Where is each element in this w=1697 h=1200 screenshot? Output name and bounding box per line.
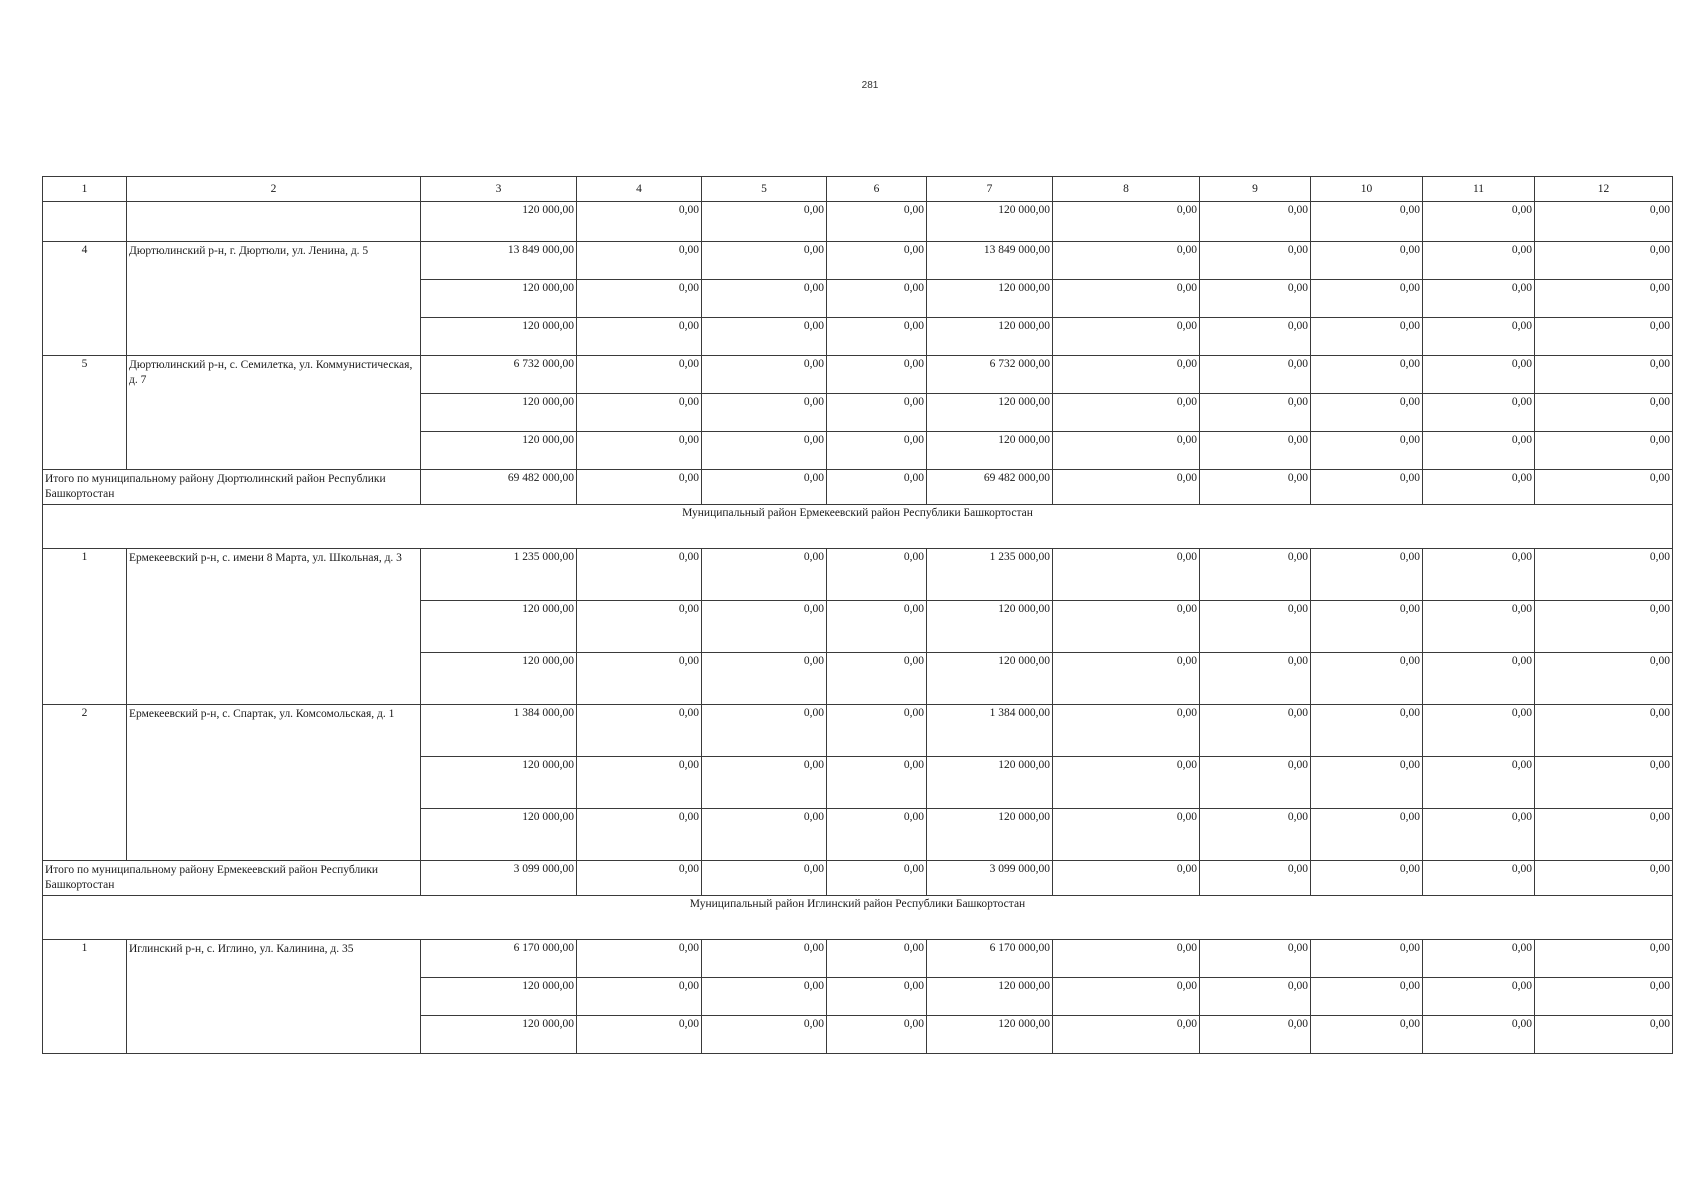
header-row [43, 177, 1673, 202]
value-cell-col-12: 0,00 [1535, 356, 1673, 394]
total-label: Итого по муниципальному району Дюртюлинский район Республики Башкортостан [43, 470, 421, 505]
value-cell-col-8: 0,00 [1053, 601, 1200, 653]
value-cell-col-4: 0,00 [577, 861, 702, 896]
value-cell-col-3: 120 000,00 [421, 809, 577, 861]
value-cell-col-4: 0,00 [577, 601, 702, 653]
value-cell-col-5: 0,00 [702, 394, 827, 432]
value-cell-col-7: 1 235 000,00 [927, 549, 1053, 601]
value-cell-col-12: 0,00 [1535, 394, 1673, 432]
value-cell-col-10: 0,00 [1311, 1016, 1423, 1054]
value-cell-col-12: 0,00 [1535, 861, 1673, 896]
value-cell-col-8: 0,00 [1053, 394, 1200, 432]
value-cell-col-4: 0,00 [577, 549, 702, 601]
value-cell-col-7: 120 000,00 [927, 1016, 1053, 1054]
value-cell-col-4: 0,00 [577, 757, 702, 809]
value-cell-col-12: 0,00 [1535, 653, 1673, 705]
value-cell-col-5: 0,00 [702, 356, 827, 394]
value-cell-col-6: 0,00 [827, 978, 927, 1016]
table-row [43, 356, 1673, 394]
value-cell-col-6: 0,00 [827, 809, 927, 861]
value-cell-col-8: 0,00 [1053, 549, 1200, 601]
value-cell-col-9: 0,00 [1200, 978, 1311, 1016]
value-cell-col-7: 120 000,00 [927, 202, 1053, 242]
value-cell-col-5: 0,00 [702, 601, 827, 653]
value-cell-col-3: 1 384 000,00 [421, 705, 577, 757]
value-cell-col-10: 0,00 [1311, 356, 1423, 394]
value-cell-col-7: 120 000,00 [927, 318, 1053, 356]
value-cell-col-9: 0,00 [1200, 601, 1311, 653]
value-cell-col-4: 0,00 [577, 940, 702, 978]
value-cell-col-12: 0,00 [1535, 940, 1673, 978]
value-cell-col-3: 120 000,00 [421, 280, 577, 318]
value-cell-col-9: 0,00 [1200, 757, 1311, 809]
value-cell-col-8: 0,00 [1053, 202, 1200, 242]
total-row [43, 861, 1673, 896]
value-cell-col-11: 0,00 [1423, 432, 1535, 470]
value-cell-col-6: 0,00 [827, 470, 927, 505]
value-cell-col-4: 0,00 [577, 318, 702, 356]
value-cell-col-3: 120 000,00 [421, 394, 577, 432]
value-cell-col-6: 0,00 [827, 242, 927, 280]
value-cell-col-11: 0,00 [1423, 202, 1535, 242]
value-cell-col-10: 0,00 [1311, 202, 1423, 242]
value-cell-col-8: 0,00 [1053, 940, 1200, 978]
value-cell-col-12: 0,00 [1535, 280, 1673, 318]
value-cell-col-11: 0,00 [1423, 549, 1535, 601]
value-cell-col-6: 0,00 [827, 757, 927, 809]
table-row [43, 940, 1673, 978]
value-cell-col-6: 0,00 [827, 394, 927, 432]
value-cell-col-9: 0,00 [1200, 318, 1311, 356]
table-row [43, 549, 1673, 601]
value-cell-col-10: 0,00 [1311, 549, 1423, 601]
column-header-3: 3 [421, 177, 577, 202]
value-cell-col-6: 0,00 [827, 653, 927, 705]
value-cell-col-7: 1 384 000,00 [927, 705, 1053, 757]
value-cell-col-4: 0,00 [577, 809, 702, 861]
value-cell-col-7: 120 000,00 [927, 280, 1053, 318]
value-cell-col-12: 0,00 [1535, 432, 1673, 470]
value-cell-col-8: 0,00 [1053, 280, 1200, 318]
value-cell-col-5: 0,00 [702, 861, 827, 896]
value-cell-col-12: 0,00 [1535, 202, 1673, 242]
value-cell-col-3: 6 732 000,00 [421, 356, 577, 394]
value-cell-col-10: 0,00 [1311, 705, 1423, 757]
value-cell-col-10: 0,00 [1311, 432, 1423, 470]
value-cell-col-12: 0,00 [1535, 549, 1673, 601]
value-cell-col-9: 0,00 [1200, 280, 1311, 318]
column-header-1: 1 [43, 177, 127, 202]
value-cell-col-8: 0,00 [1053, 432, 1200, 470]
value-cell-col-9: 0,00 [1200, 809, 1311, 861]
value-cell-col-10: 0,00 [1311, 394, 1423, 432]
value-cell-col-6: 0,00 [827, 432, 927, 470]
value-cell-col-9: 0,00 [1200, 705, 1311, 757]
value-cell-col-10: 0,00 [1311, 809, 1423, 861]
address-cell: Ермекеевский р-н, с. Спартак, ул. Комсомольская, д. 1 [127, 705, 421, 861]
value-cell-col-7: 120 000,00 [927, 757, 1053, 809]
value-cell-col-7: 69 482 000,00 [927, 470, 1053, 505]
value-cell-col-11: 0,00 [1423, 757, 1535, 809]
value-cell-col-5: 0,00 [702, 432, 827, 470]
row-number [43, 202, 127, 242]
value-cell-col-4: 0,00 [577, 202, 702, 242]
value-cell-col-6: 0,00 [827, 356, 927, 394]
value-cell-col-10: 0,00 [1311, 653, 1423, 705]
value-cell-col-8: 0,00 [1053, 809, 1200, 861]
value-cell-col-6: 0,00 [827, 549, 927, 601]
row-number: 2 [43, 705, 127, 861]
value-cell-col-3: 120 000,00 [421, 318, 577, 356]
value-cell-col-6: 0,00 [827, 202, 927, 242]
table-body [43, 202, 1673, 1054]
section-title: Муниципальный район Ермекеевский район Республики Башкортостан [43, 505, 1673, 549]
value-cell-col-3: 13 849 000,00 [421, 242, 577, 280]
column-header-10: 10 [1311, 177, 1423, 202]
value-cell-col-10: 0,00 [1311, 940, 1423, 978]
value-cell-col-6: 0,00 [827, 705, 927, 757]
value-cell-col-8: 0,00 [1053, 978, 1200, 1016]
table-row [43, 242, 1673, 280]
value-cell-col-12: 0,00 [1535, 757, 1673, 809]
value-cell-col-4: 0,00 [577, 280, 702, 318]
value-cell-col-11: 0,00 [1423, 1016, 1535, 1054]
value-cell-col-4: 0,00 [577, 1016, 702, 1054]
value-cell-col-11: 0,00 [1423, 653, 1535, 705]
value-cell-col-5: 0,00 [702, 242, 827, 280]
value-cell-col-11: 0,00 [1423, 705, 1535, 757]
address-cell: Дюртюлинский р-н, с. Семилетка, ул. Коммунистическая, д. 7 [127, 356, 421, 470]
value-cell-col-9: 0,00 [1200, 861, 1311, 896]
value-cell-col-6: 0,00 [827, 861, 927, 896]
value-cell-col-12: 0,00 [1535, 978, 1673, 1016]
value-cell-col-9: 0,00 [1200, 1016, 1311, 1054]
value-cell-col-5: 0,00 [702, 202, 827, 242]
address-cell: Иглинский р-н, с. Иглино, ул. Калинина, д. 35 [127, 940, 421, 1054]
column-header-8: 8 [1053, 177, 1200, 202]
value-cell-col-7: 120 000,00 [927, 432, 1053, 470]
value-cell-col-12: 0,00 [1535, 318, 1673, 356]
funding-table [42, 176, 1673, 1054]
value-cell-col-7: 13 849 000,00 [927, 242, 1053, 280]
value-cell-col-3: 120 000,00 [421, 978, 577, 1016]
value-cell-col-8: 0,00 [1053, 242, 1200, 280]
value-cell-col-6: 0,00 [827, 601, 927, 653]
value-cell-col-7: 6 732 000,00 [927, 356, 1053, 394]
value-cell-col-11: 0,00 [1423, 394, 1535, 432]
value-cell-col-7: 6 170 000,00 [927, 940, 1053, 978]
value-cell-col-12: 0,00 [1535, 1016, 1673, 1054]
value-cell-col-11: 0,00 [1423, 940, 1535, 978]
value-cell-col-7: 120 000,00 [927, 601, 1053, 653]
value-cell-col-9: 0,00 [1200, 549, 1311, 601]
value-cell-col-3: 120 000,00 [421, 202, 577, 242]
value-cell-col-8: 0,00 [1053, 318, 1200, 356]
table-header [43, 177, 1673, 202]
value-cell-col-10: 0,00 [1311, 861, 1423, 896]
value-cell-col-5: 0,00 [702, 809, 827, 861]
address-cell: Дюртюлинский р-н, г. Дюртюли, ул. Ленина, д. 5 [127, 242, 421, 356]
section-row [43, 505, 1673, 549]
value-cell-col-4: 0,00 [577, 356, 702, 394]
value-cell-col-12: 0,00 [1535, 705, 1673, 757]
value-cell-col-5: 0,00 [702, 940, 827, 978]
value-cell-col-11: 0,00 [1423, 242, 1535, 280]
value-cell-col-3: 69 482 000,00 [421, 470, 577, 505]
table-row [43, 202, 1673, 242]
column-header-2: 2 [127, 177, 421, 202]
value-cell-col-5: 0,00 [702, 470, 827, 505]
value-cell-col-3: 120 000,00 [421, 432, 577, 470]
value-cell-col-3: 3 099 000,00 [421, 861, 577, 896]
column-header-9: 9 [1200, 177, 1311, 202]
value-cell-col-7: 3 099 000,00 [927, 861, 1053, 896]
value-cell-col-5: 0,00 [702, 705, 827, 757]
table-row [43, 705, 1673, 757]
value-cell-col-6: 0,00 [827, 280, 927, 318]
value-cell-col-10: 0,00 [1311, 470, 1423, 505]
value-cell-col-8: 0,00 [1053, 861, 1200, 896]
value-cell-col-5: 0,00 [702, 653, 827, 705]
value-cell-col-10: 0,00 [1311, 601, 1423, 653]
value-cell-col-5: 0,00 [702, 549, 827, 601]
value-cell-col-12: 0,00 [1535, 242, 1673, 280]
value-cell-col-11: 0,00 [1423, 356, 1535, 394]
column-header-11: 11 [1423, 177, 1535, 202]
value-cell-col-8: 0,00 [1053, 470, 1200, 505]
row-number: 1 [43, 549, 127, 705]
value-cell-col-10: 0,00 [1311, 757, 1423, 809]
value-cell-col-11: 0,00 [1423, 318, 1535, 356]
value-cell-col-8: 0,00 [1053, 653, 1200, 705]
value-cell-col-6: 0,00 [827, 940, 927, 978]
value-cell-col-10: 0,00 [1311, 242, 1423, 280]
column-header-7: 7 [927, 177, 1053, 202]
value-cell-col-11: 0,00 [1423, 601, 1535, 653]
total-row [43, 470, 1673, 505]
value-cell-col-5: 0,00 [702, 280, 827, 318]
value-cell-col-9: 0,00 [1200, 432, 1311, 470]
section-row [43, 896, 1673, 940]
value-cell-col-8: 0,00 [1053, 757, 1200, 809]
column-header-6: 6 [827, 177, 927, 202]
value-cell-col-7: 120 000,00 [927, 809, 1053, 861]
page-number: 281 [861, 80, 879, 91]
value-cell-col-9: 0,00 [1200, 242, 1311, 280]
value-cell-col-3: 6 170 000,00 [421, 940, 577, 978]
value-cell-col-8: 0,00 [1053, 356, 1200, 394]
value-cell-col-4: 0,00 [577, 470, 702, 505]
value-cell-col-9: 0,00 [1200, 394, 1311, 432]
value-cell-col-9: 0,00 [1200, 356, 1311, 394]
value-cell-col-7: 120 000,00 [927, 394, 1053, 432]
value-cell-col-9: 0,00 [1200, 940, 1311, 978]
value-cell-col-11: 0,00 [1423, 280, 1535, 318]
value-cell-col-9: 0,00 [1200, 202, 1311, 242]
value-cell-col-5: 0,00 [702, 318, 827, 356]
value-cell-col-5: 0,00 [702, 757, 827, 809]
value-cell-col-3: 120 000,00 [421, 1016, 577, 1054]
value-cell-col-11: 0,00 [1423, 978, 1535, 1016]
value-cell-col-12: 0,00 [1535, 809, 1673, 861]
value-cell-col-8: 0,00 [1053, 705, 1200, 757]
total-label: Итого по муниципальному району Ермекеевский район Республики Башкортостан [43, 861, 421, 896]
section-title: Муниципальный район Иглинский район Республики Башкортостан [43, 896, 1673, 940]
value-cell-col-7: 120 000,00 [927, 653, 1053, 705]
value-cell-col-10: 0,00 [1311, 280, 1423, 318]
value-cell-col-6: 0,00 [827, 1016, 927, 1054]
value-cell-col-4: 0,00 [577, 978, 702, 1016]
value-cell-col-3: 120 000,00 [421, 757, 577, 809]
value-cell-col-5: 0,00 [702, 978, 827, 1016]
value-cell-col-9: 0,00 [1200, 470, 1311, 505]
value-cell-col-10: 0,00 [1311, 978, 1423, 1016]
value-cell-col-11: 0,00 [1423, 861, 1535, 896]
value-cell-col-6: 0,00 [827, 318, 927, 356]
value-cell-col-7: 120 000,00 [927, 978, 1053, 1016]
value-cell-col-3: 1 235 000,00 [421, 549, 577, 601]
value-cell-col-12: 0,00 [1535, 470, 1673, 505]
value-cell-col-4: 0,00 [577, 705, 702, 757]
value-cell-col-4: 0,00 [577, 653, 702, 705]
value-cell-col-11: 0,00 [1423, 809, 1535, 861]
column-header-12: 12 [1535, 177, 1673, 202]
value-cell-col-9: 0,00 [1200, 653, 1311, 705]
row-number: 5 [43, 356, 127, 470]
value-cell-col-5: 0,00 [702, 1016, 827, 1054]
value-cell-col-12: 0,00 [1535, 601, 1673, 653]
address-cell: Ермекеевский р-н, с. имени 8 Марта, ул. Школьная, д. 3 [127, 549, 421, 705]
row-number: 4 [43, 242, 127, 356]
column-header-5: 5 [702, 177, 827, 202]
value-cell-col-4: 0,00 [577, 242, 702, 280]
value-cell-col-4: 0,00 [577, 394, 702, 432]
address-cell [127, 202, 421, 242]
value-cell-col-10: 0,00 [1311, 318, 1423, 356]
value-cell-col-8: 0,00 [1053, 1016, 1200, 1054]
value-cell-col-3: 120 000,00 [421, 653, 577, 705]
value-cell-col-3: 120 000,00 [421, 601, 577, 653]
value-cell-col-11: 0,00 [1423, 470, 1535, 505]
column-header-4: 4 [577, 177, 702, 202]
value-cell-col-4: 0,00 [577, 432, 702, 470]
row-number: 1 [43, 940, 127, 1054]
